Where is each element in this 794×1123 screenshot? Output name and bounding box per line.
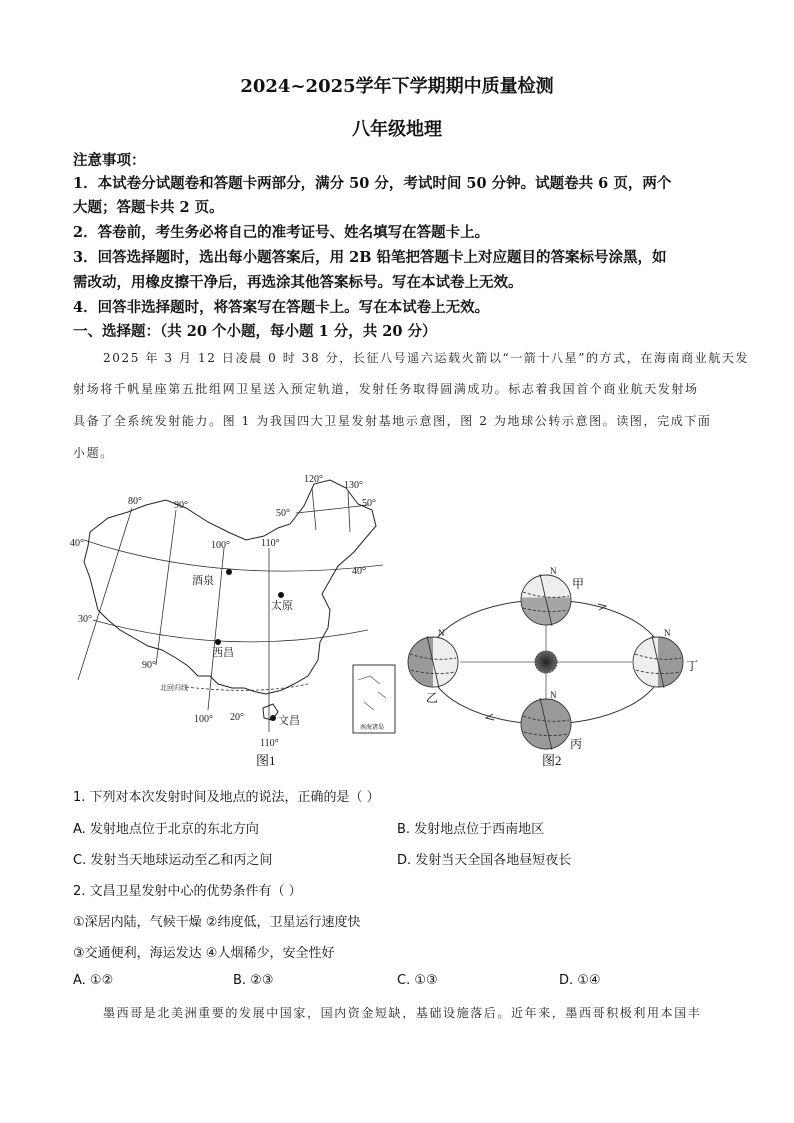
- meridian-100: [208, 548, 224, 710]
- pos-bing: 丙: [570, 737, 583, 751]
- notice-line-3: 2．答卷前，考生务必将自己的准考证号、姓名填写在答题卡上。: [73, 224, 490, 241]
- north-label-ding: N: [664, 628, 671, 638]
- figure-1-map: [68, 470, 408, 770]
- site-jiuquan: 酒泉: [192, 575, 214, 587]
- sun: [535, 651, 557, 673]
- q2-option-a: A. ①②: [73, 973, 114, 988]
- q2-statements-2: ③交通便利，海运发达 ④人烟稀少，安全性好: [73, 946, 335, 961]
- notice-line-4: 3．回答选择题时，选出每小题答案后，用 2B 铅笔把答题卡上对应题目的答案标号涂黑，如: [73, 249, 667, 266]
- lat-20-label: 20°: [230, 712, 244, 723]
- passage-2-line-1: 墨西哥是北美洲重要的发展中国家，国内资金短缺，基础设施落后。近年来，墨西哥积极利用本国丰: [103, 1006, 702, 1020]
- lon-110b-label: 110°: [260, 738, 279, 749]
- page-title: 2024~2025学年下学期期中质量检测: [240, 76, 554, 97]
- lat-40-west-label: 40°: [70, 538, 84, 549]
- notice-line-6: 4．回答非选择题时，将答案写在答题卡上。写在本试卷上无效。: [73, 299, 490, 316]
- meridian-90: [156, 510, 176, 665]
- q2-stem: 2. 文昌卫星发射中心的优势条件有（ ）: [73, 884, 302, 899]
- lat-40-east-label: 40°: [352, 566, 366, 577]
- pos-ding: 丁: [686, 659, 699, 673]
- section-heading: 一、选择题：（共 20 个小题，每小题 1 分，共 20 分）: [73, 323, 437, 340]
- wenchang-dot: [270, 715, 276, 721]
- lat-50-label-b: 50°: [362, 498, 376, 509]
- lon-90-label: 90°: [174, 500, 188, 511]
- parallel-50: [296, 505, 368, 513]
- site-xichang: 西昌: [212, 647, 234, 659]
- pos-jia: 甲: [572, 577, 585, 591]
- notice-heading: 注意事项：: [73, 152, 146, 169]
- inset-label: 南海诸岛: [360, 725, 385, 731]
- tropic-label: 北回归线: [160, 684, 188, 692]
- passage-line-3: 具备了全系统发射能力。图 1 为我国四大卫星发射基地示意图，图 2 为地球公转示意图。读图，完成下面: [73, 414, 712, 428]
- q1-stem: 1. 下列对本次发射时间及地点的说法，正确的是（ ）: [73, 790, 380, 805]
- lat-50-label-a: 50°: [276, 508, 290, 519]
- passage-line-4: 小题。: [73, 446, 114, 460]
- q2-statements-1: ①深居内陆，气候干燥 ②纬度低，卫星运行速度快: [73, 915, 361, 930]
- meridian-80: [78, 508, 132, 680]
- notice-line-1: 1．本试卷分试题卷和答题卡两部分，满分 50 分，考试时间 50 分钟。试题卷共 6 页，两个: [73, 175, 672, 192]
- lon-110-label: 110°: [261, 538, 280, 549]
- q1-option-d: D. 发射当天全国各地昼短夜长: [397, 853, 572, 868]
- passage-line-1: 2025 年 3 月 12 日凌晨 0 时 38 分，长征八号遥六运载火箭以“一箭十八星”的方式，在海南商业航天发: [103, 351, 750, 365]
- meridian-120: [312, 488, 316, 530]
- north-label-bing: N: [550, 690, 557, 700]
- page-subtitle: 八年级地理: [352, 119, 442, 140]
- taiyuan-dot: [278, 592, 284, 598]
- china-outline: [84, 480, 376, 694]
- q2-option-d: D. ①④: [559, 973, 601, 988]
- north-label-yi: N: [438, 628, 445, 638]
- q1-option-c: C. 发射当天地球运动至乙和丙之间: [73, 853, 273, 868]
- site-wenchang: 文昌: [278, 715, 300, 727]
- xichang-dot: [215, 639, 221, 645]
- figure-1-caption: 图1: [256, 753, 276, 768]
- lon-130-label: 130°: [344, 480, 363, 491]
- passage-line-2: 射场将千帆星座第五批组网卫星送入预定轨道，发射任务取得圆满成功。标志着我国首个商业航天发射场: [73, 382, 699, 396]
- lon-100-label: 100°: [211, 540, 230, 551]
- notice-line-2: 大题；答题卡共 2 页。: [73, 199, 224, 216]
- lat-30-west-label: 30°: [78, 614, 92, 625]
- meridian-130: [348, 492, 350, 532]
- figure-2-orbit: [398, 566, 708, 756]
- lon-90b-label: 90°: [142, 660, 156, 671]
- north-label-jia: N: [550, 566, 557, 576]
- lon-100b-label: 100°: [194, 714, 213, 725]
- jiuquan-dot: [226, 569, 232, 575]
- q1-option-a: A. 发射地点位于北京的东北方向: [73, 822, 259, 837]
- figure-2-caption: 图2: [542, 753, 562, 768]
- q1-option-b: B. 发射地点位于西南地区: [397, 822, 545, 837]
- q2-option-c: C. ①③: [397, 973, 438, 988]
- notice-line-5: 需改动，用橡皮擦干净后，再选涂其他答案标号。写在本试卷上无效。: [73, 274, 523, 291]
- south-china-sea-inset: [353, 665, 395, 733]
- site-taiyuan: 太原: [271, 600, 293, 612]
- q2-option-b: B. ②③: [233, 973, 274, 988]
- lon-120-label: 120°: [304, 474, 323, 485]
- pos-yi: 乙: [426, 691, 439, 705]
- lon-80-label: 80°: [128, 496, 142, 507]
